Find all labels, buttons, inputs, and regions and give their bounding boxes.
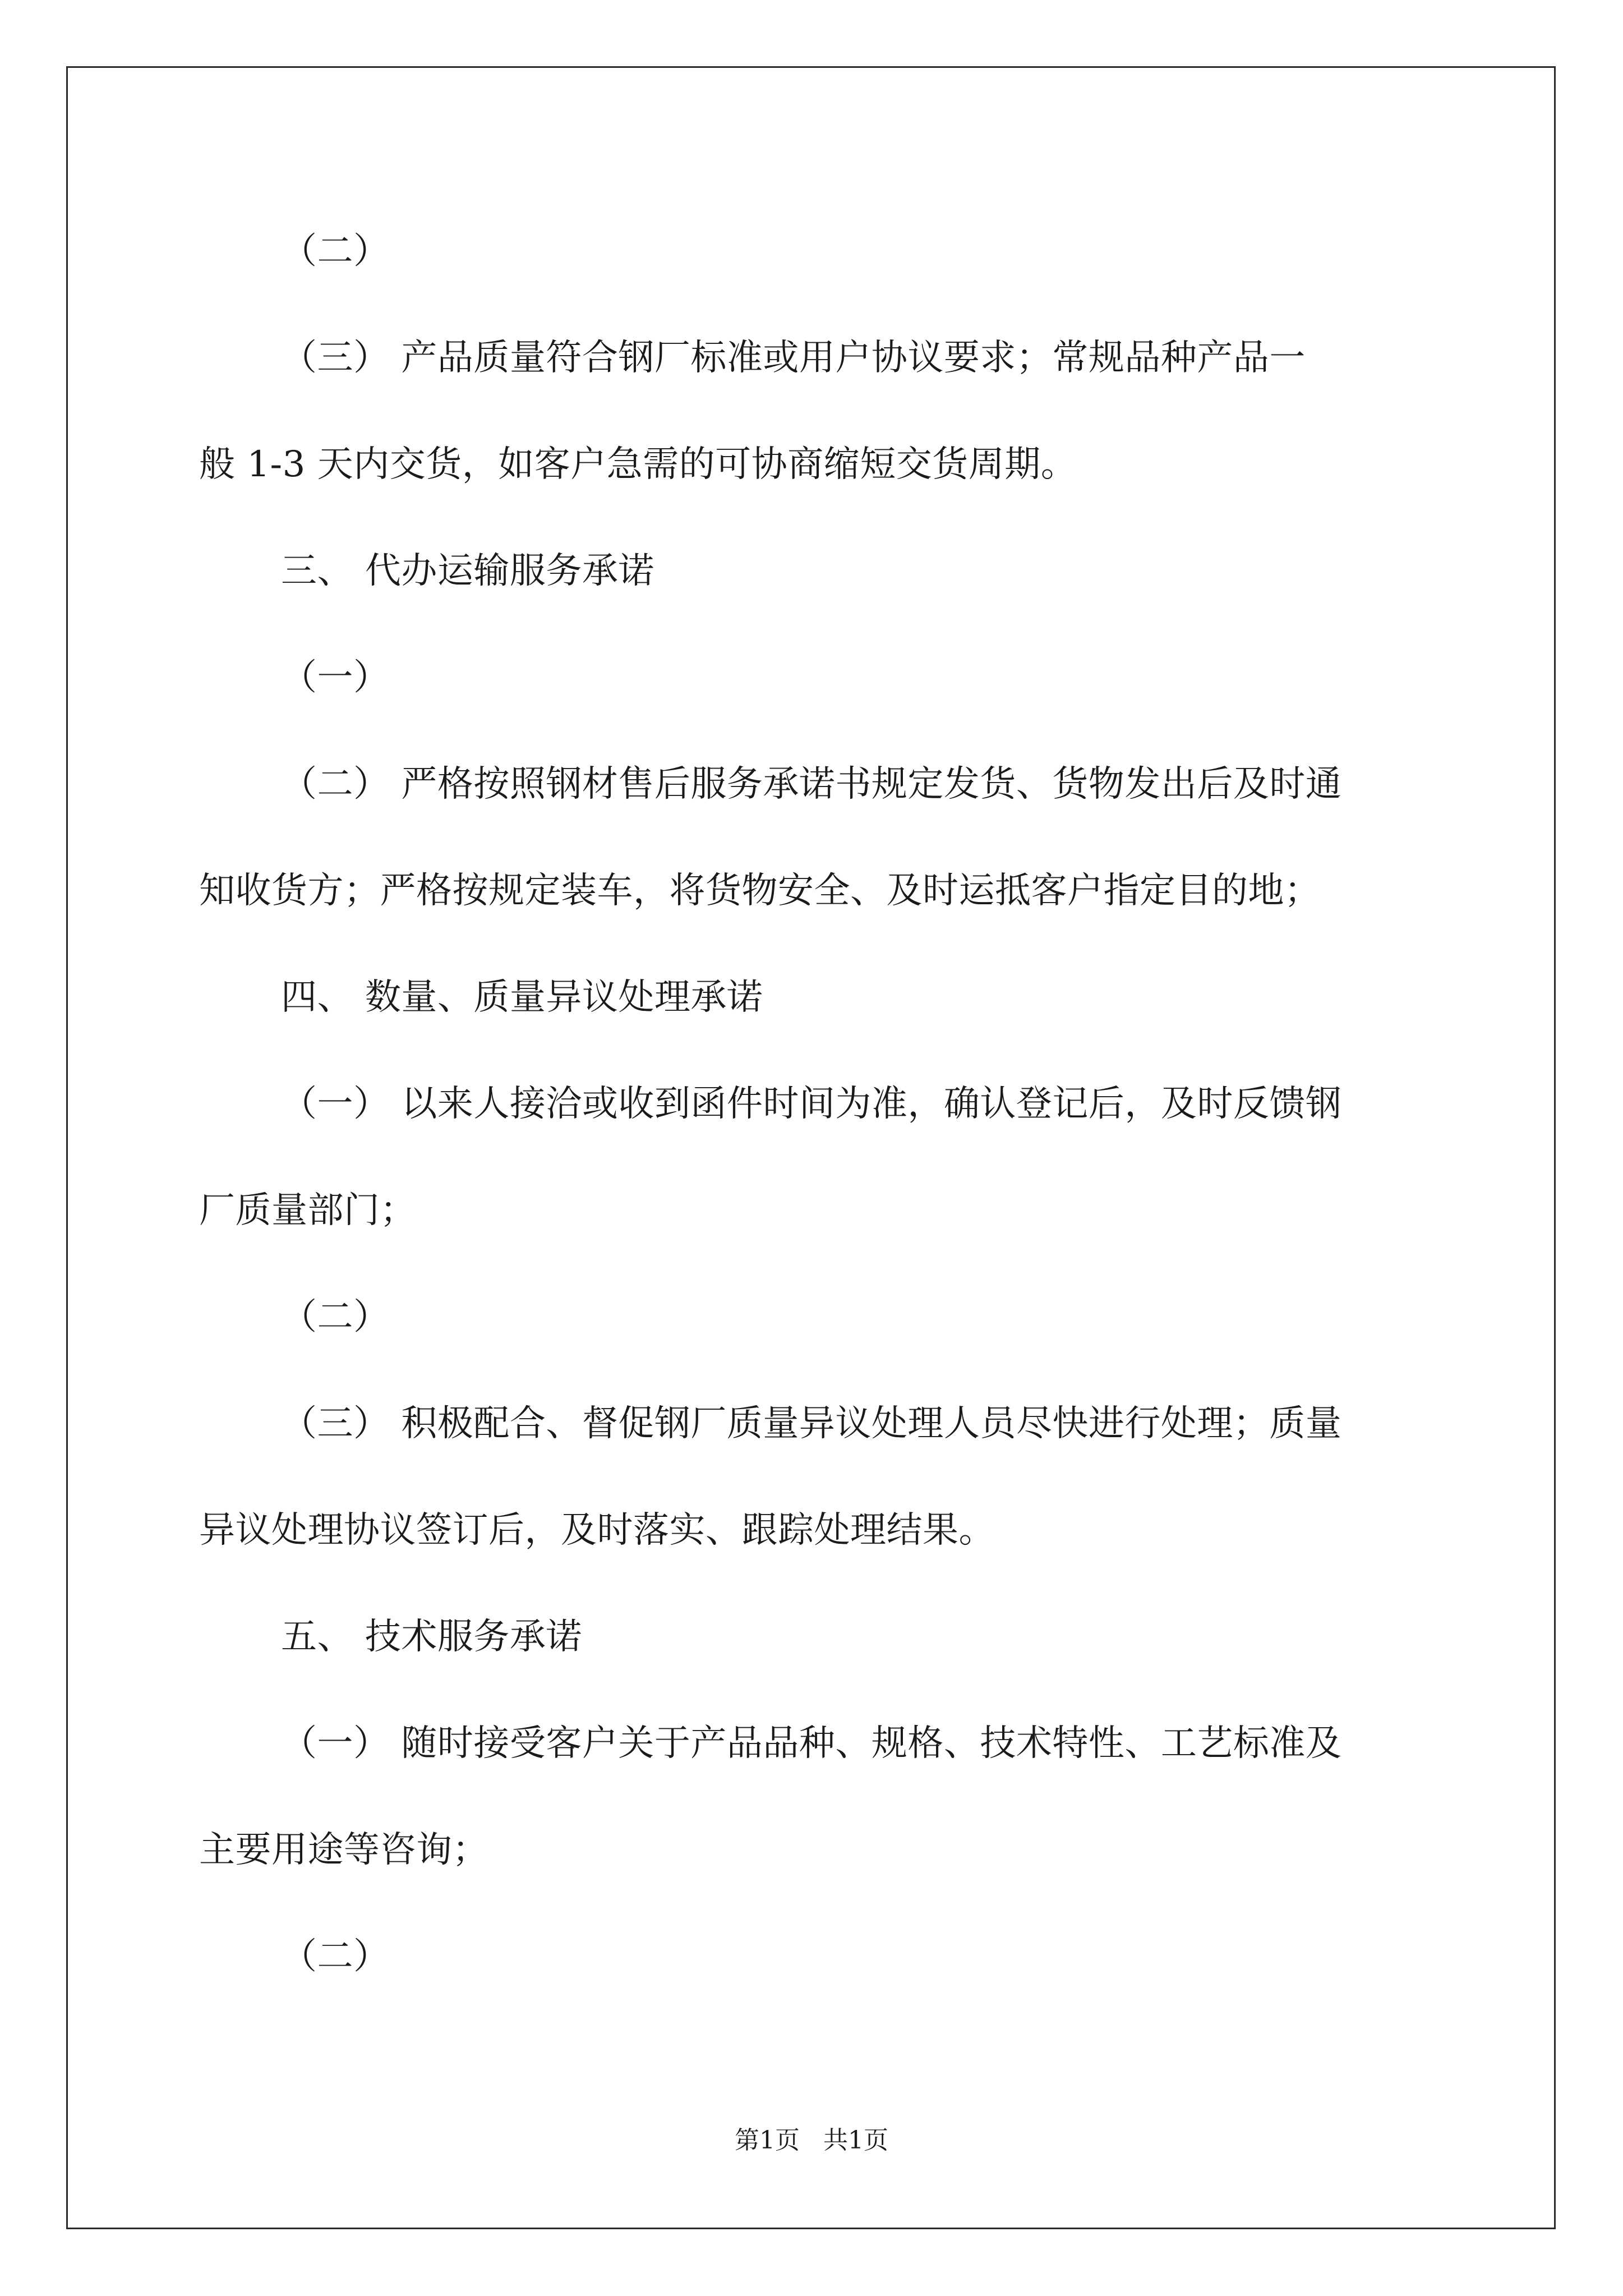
- text-line: （二） 严格按照钢材售后服务承诺书规定发货、货物发出后及时通: [281, 763, 1342, 805]
- text-line: （三） 积极配合、督促钢厂质量异议处理人员尽快进行处理；质量: [281, 1403, 1342, 1444]
- text-line: 般 1-3 天内交货，如客户急需的可协商缩短交货周期。: [199, 444, 1077, 485]
- text-line: 异议处理协议签订后，及时落实、跟踪处理结果。: [199, 1510, 995, 1551]
- text-line: （二）: [281, 1936, 390, 1977]
- text-line: （一） 随时接受客户关于产品品种、规格、技术特性、工艺标准及: [281, 1723, 1342, 1764]
- section-heading: 五、 技术服务承诺: [281, 1616, 582, 1658]
- text-line: （一） 以来人接洽或收到函件时间为准，确认登记后，及时反馈钢: [281, 1083, 1342, 1125]
- text-line: 主要用途等咨询；: [199, 1829, 488, 1871]
- section-heading: 四、 数量、质量异议处理承诺: [281, 977, 763, 1018]
- text-line: （一）: [281, 657, 390, 698]
- text-line: （二）: [281, 231, 390, 272]
- page-number-current: 第1页: [735, 2126, 800, 2155]
- page-footer: [0, 2125, 1623, 2156]
- text-line: 厂质量部门；: [199, 1190, 416, 1231]
- page-number-total: 共1页: [823, 2126, 888, 2155]
- text-line: （三） 产品质量符合钢厂标准或用户协议要求；常规品种产品一: [281, 337, 1306, 379]
- text-line: 知收货方；严格按规定装车，将货物安全、及时运抵客户指定目的地；: [199, 870, 1321, 912]
- text-line: （二）: [281, 1296, 390, 1338]
- section-heading: 三、 代办运输服务承诺: [281, 550, 654, 592]
- page-border: [66, 66, 1556, 2229]
